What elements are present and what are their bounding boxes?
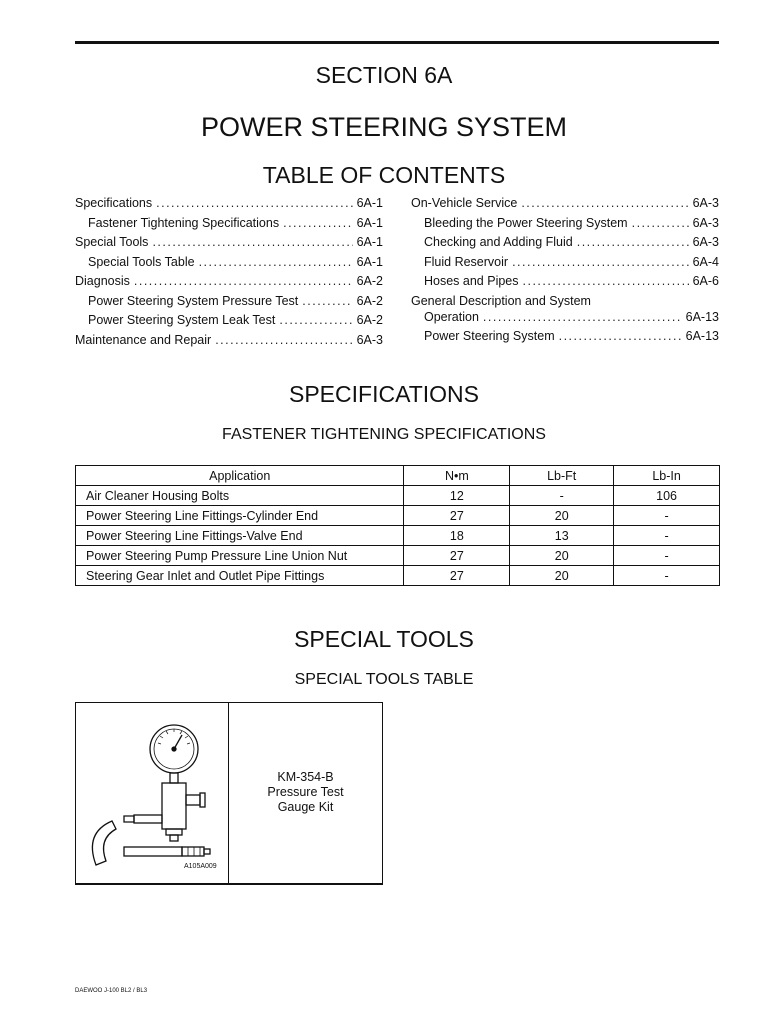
page-title: POWER STEERING SYSTEM [200,112,568,142]
table-cell: - [614,566,720,586]
image-code: A105A009 [184,863,217,870]
table-row [76,506,720,526]
table-cell: Air Cleaner Housing Bolts [76,486,404,506]
toc-right-column [411,196,719,349]
table-cell: 12 [404,486,510,506]
toc-entry[interactable]: On-Vehicle Service ..... 6A-3 [411,196,719,216]
table-cell: 18 [404,526,510,546]
specifications-heading: SPECIFICATIONS [289,381,479,407]
table-row [76,486,720,506]
toc-entry[interactable]: Power Steering System Leak Test ..... 6A-2 [75,313,383,333]
tool-illustration [76,703,229,883]
table-cell: 27 [404,566,510,586]
table-cell: Power Steering Line Fittings-Cylinder End [76,506,404,526]
pressure-gauge-kit-icon [76,703,228,883]
column-header: N•m [404,466,510,486]
tool-name-line: Pressure Test [267,785,344,799]
toc-entry[interactable]: Power Steering System ..... 6A-13 [411,329,719,349]
table-cell: Power Steering Line Fittings-Valve End [76,526,404,546]
toc-entry[interactable]: Special Tools ..... 6A-1 [75,235,383,255]
toc-left-column [75,196,383,352]
section-label: SECTION 6A [315,62,453,88]
special-tools-table [75,702,383,885]
column-header: Lb-Ft [510,466,614,486]
table-cell: - [614,506,720,526]
table-cell: - [510,486,614,506]
toc-entry[interactable]: Specifications ..... 6A-1 [75,196,383,216]
table-row [76,566,720,586]
fastener-spec-table [75,465,720,586]
table-cell: Steering Gear Inlet and Outlet Pipe Fittings [76,566,404,586]
table-cell: Power Steering Pump Pressure Line Union Nut [76,546,404,566]
toc-entry[interactable]: Bleeding the Power Steering System ..... 6A-3 [411,216,719,236]
toc-entry[interactable]: Diagnosis ..... 6A-2 [75,274,383,294]
toc-entry[interactable]: Maintenance and Repair ..... 6A-3 [75,333,383,353]
table-cell: 20 [510,506,614,526]
special-tools-subheading: SPECIAL TOOLS TABLE [294,671,474,688]
toc-entry-heading[interactable]: General Description and System [411,293,591,308]
table-row [76,526,720,546]
table-cell: - [614,526,720,546]
table-cell: 13 [510,526,614,546]
toc-heading: TABLE OF CONTENTS [262,162,506,188]
column-header: Application [76,466,404,486]
toc-entry[interactable]: Fluid Reservoir ..... 6A-4 [411,255,719,275]
toc-entry[interactable]: Special Tools Table ..... 6A-1 [75,255,383,275]
table-cell: 106 [614,486,720,506]
toc-entry[interactable]: Operation ..... 6A-13 [411,310,719,330]
toc-entry[interactable]: Hoses and Pipes ..... 6A-6 [411,274,719,294]
toc-entry[interactable]: Checking and Adding Fluid ..... 6A-3 [411,235,719,255]
footer-text: DAEWOO J-100 BL2 / BL3 [75,988,148,994]
fastener-subheading: FASTENER TIGHTENING SPECIFICATIONS [222,426,546,443]
toc-entry[interactable]: Power Steering System Pressure Test ..... 6A-2 [75,294,383,314]
top-rule [75,41,719,44]
table-cell: 20 [510,566,614,586]
table-cell: 20 [510,546,614,566]
column-header: Lb-In [614,466,720,486]
table-cell: 27 [404,546,510,566]
toc-entry[interactable]: Fastener Tightening Specifications ..... 6A-1 [75,216,383,236]
tool-number: KM-354-B [277,770,334,784]
table-header-row [76,466,720,486]
tool-name-line: Gauge Kit [277,800,334,814]
tool-description [229,703,382,883]
table-cell: - [614,546,720,566]
table-row [76,546,720,566]
table-cell: 27 [404,506,510,526]
special-tools-heading: SPECIAL TOOLS [294,626,474,652]
